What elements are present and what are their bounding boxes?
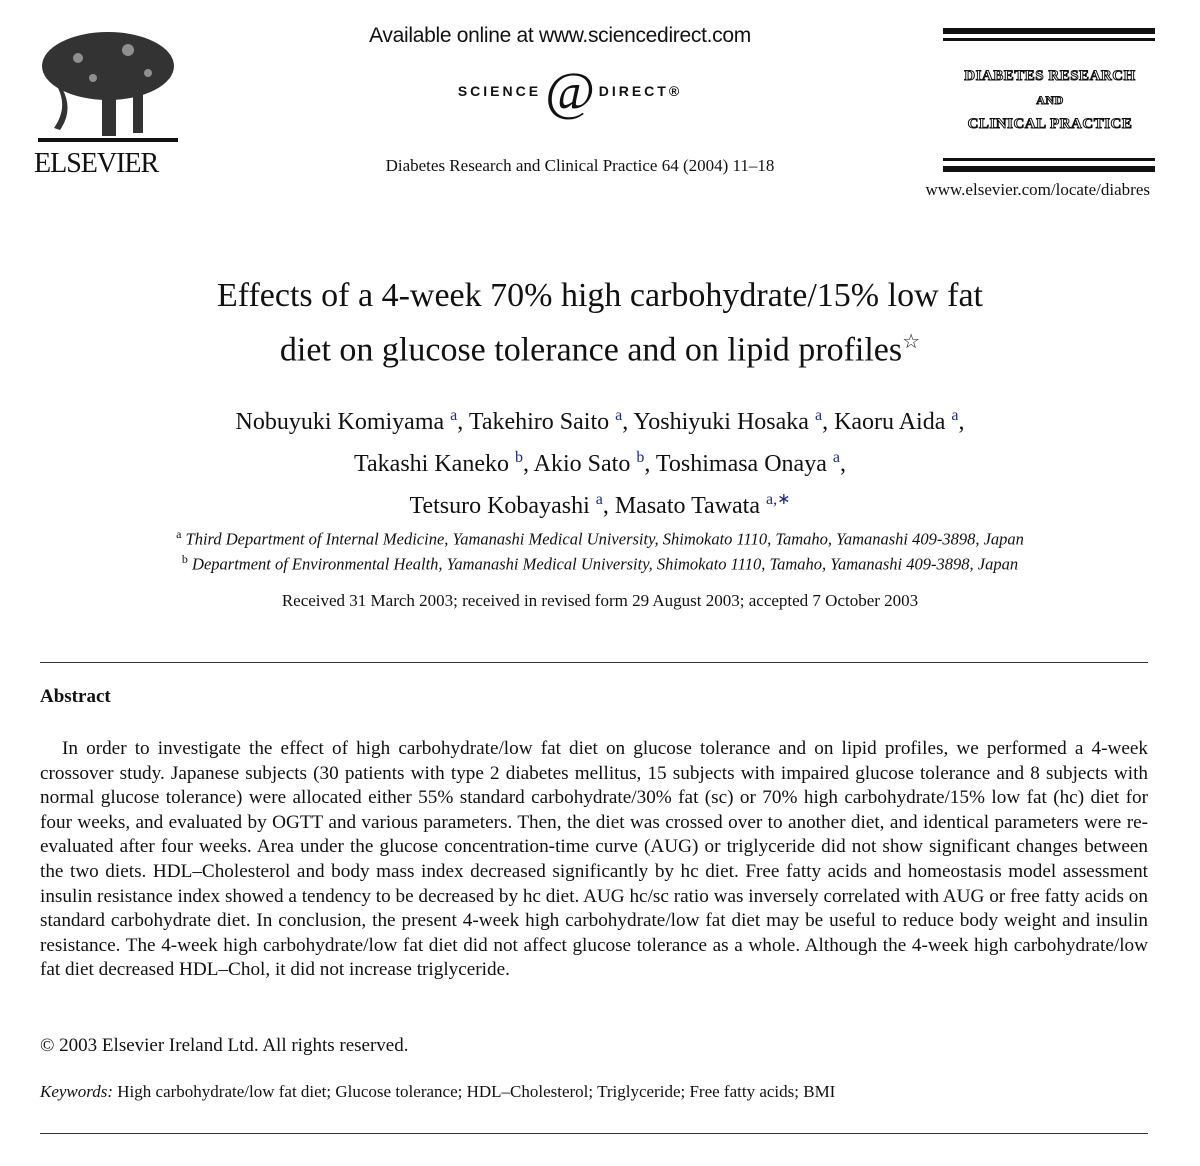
author-separator: , [602, 493, 615, 519]
journal-logo-line: DIABETES RESEARCH [964, 68, 1136, 84]
author-affiliation-mark[interactable]: a [832, 449, 840, 466]
author-affiliation-mark[interactable]: a [450, 407, 458, 424]
aff-mark: b [181, 552, 188, 566]
author-name[interactable]: Takashi Kaneko [354, 451, 509, 477]
aff-text: Third Department of Internal Medicine, Yamanashi Medical University, Shimokato 1110, Tamaho, Yamanashi 409-3898, Japan [185, 529, 1024, 549]
title-line: Effects of a 4-week 70% high carbohydrate/15% low fat [217, 277, 983, 314]
author-separator: , [958, 409, 965, 435]
divider [40, 662, 1148, 663]
author-separator: , [522, 451, 534, 477]
journal-logo [930, 64, 1170, 136]
divider-line [943, 158, 1155, 161]
author-affiliation-mark[interactable]: b [514, 449, 523, 466]
sd-at: @ [545, 61, 595, 121]
author-name[interactable]: Takehiro Saito [468, 409, 610, 435]
keywords-label: Keywords: [40, 1082, 114, 1101]
author-name[interactable]: Tetsuro Kobayashi [409, 493, 590, 519]
author-separator: , [839, 451, 846, 477]
sd-right: DIRECT® [598, 83, 683, 99]
author-affiliation-mark[interactable]: b [636, 449, 645, 466]
author-line [60, 398, 1140, 440]
abstract-heading: Abstract [40, 686, 111, 707]
author-name[interactable]: Masato Tawata [614, 493, 761, 519]
author-separator: , [457, 409, 469, 435]
divider [40, 1133, 1148, 1134]
author-affiliation-mark[interactable]: a [814, 407, 823, 424]
abstract-body: In order to investigate the effect of high carbohydrate/low fat diet on glucose tolerance and on lipid profiles, we performed a 4-week crossover study. Japanese subjects (30 patients with type 2 diabetes mellitus, 15 subjects with impaired glucose tolerance and 8 subjects with normal glucose tolerance) were allocated either 55% standard carbohydrate/30% fat (sc) or 70% high carbohydrate/15% low fat (hc) diet for four weeks, and evaluated by OGTT and various parameters. Then, the diet was crossed over to another diet, and identical parameters were re-evaluated after four weeks. Area under the glucose concentration-time curve (AUG) or triglyceride did not show significant changes between the two diets. HDL–Cholesterol and body mass index decreased significantly by hc diet. Free fatty acids and homeostasis model assessment insulin resistance index showed a tendency to be decreased by hc diet. AUG hc/sc ratio was inversely correlated with AUG or free fatty acids on standard carbohydrate diet. In conclusion, the present 4-week high carbohydrate/low fat diet may be useful to reduce body weight and insulin resistance. The 4-week high carbohydrate/low fat diet did not affect glucose tolerance as a whole. Although the 4-week high carbohydrate/low fat diet decreased HDL–Chol, it did not increase triglyceride. [40, 738, 1148, 981]
author-name[interactable]: Kaoru Aida [834, 409, 946, 435]
author-name[interactable]: Akio Sato [533, 451, 631, 477]
aff-mark: a [176, 527, 182, 541]
divider-line [943, 166, 1155, 172]
author-name[interactable]: Toshimasa Onaya [655, 451, 827, 477]
affiliation-a [60, 527, 1140, 550]
author-separator: , [822, 409, 835, 435]
aff-text: Department of Environmental Health, Yamanashi Medical University, Shimokato 1110, Tamaho, Yamanashi 409-3898, Japan [192, 554, 1019, 574]
journal-logo-line: CLINICAL PRACTICE [967, 116, 1133, 132]
author-separator: , [622, 409, 634, 435]
title-line: diet on glucose tolerance and on lipid profiles [279, 331, 903, 369]
divider-line [943, 38, 1155, 41]
article-title [60, 272, 1140, 373]
journal-logo-line: AND [1036, 93, 1064, 107]
elsevier-logo-text: ELSEVIER [34, 148, 159, 179]
sciencedirect-logo [420, 61, 720, 121]
title-footnote-mark[interactable]: ☆ [902, 331, 921, 353]
author-line [60, 440, 1140, 482]
journal-url-link[interactable]: www.elsevier.com/locate/diabres [925, 180, 1150, 199]
elsevier-tree-logo-icon [38, 28, 178, 146]
keywords-text: High carbohydrate/low fat diet; Glucose tolerance; HDL–Cholesterol; Triglyceride; Free fatty acids; BMI [117, 1082, 836, 1101]
received-dates: Received 31 March 2003; received in revised form 29 August 2003; accepted 7 October 2003 [281, 591, 919, 610]
available-online-text: Available online at www.sciencedirect.com [369, 24, 751, 47]
sd-left: SCIENCE [457, 83, 542, 99]
affiliation-b [60, 552, 1140, 575]
journal-citation: Diabetes Research and Clinical Practice 64 (2004) 11–18 [385, 156, 775, 175]
author-list [60, 398, 1140, 524]
author-affiliation-mark[interactable]: a [951, 407, 959, 424]
author-affiliation-mark[interactable]: a [615, 407, 623, 424]
author-affiliation-mark[interactable]: a [595, 491, 603, 508]
author-separator: , [644, 451, 656, 477]
copyright: © 2003 Elsevier Ireland Ltd. All rights reserved. [40, 1035, 409, 1056]
keywords [40, 1082, 835, 1102]
divider-line [943, 28, 1155, 34]
author-affiliation-mark[interactable]: a,∗ [766, 491, 791, 508]
author-name[interactable]: Yoshiyuki Hosaka [633, 409, 809, 435]
author-line [60, 482, 1140, 524]
author-name[interactable]: Nobuyuki Komiyama [235, 409, 445, 435]
